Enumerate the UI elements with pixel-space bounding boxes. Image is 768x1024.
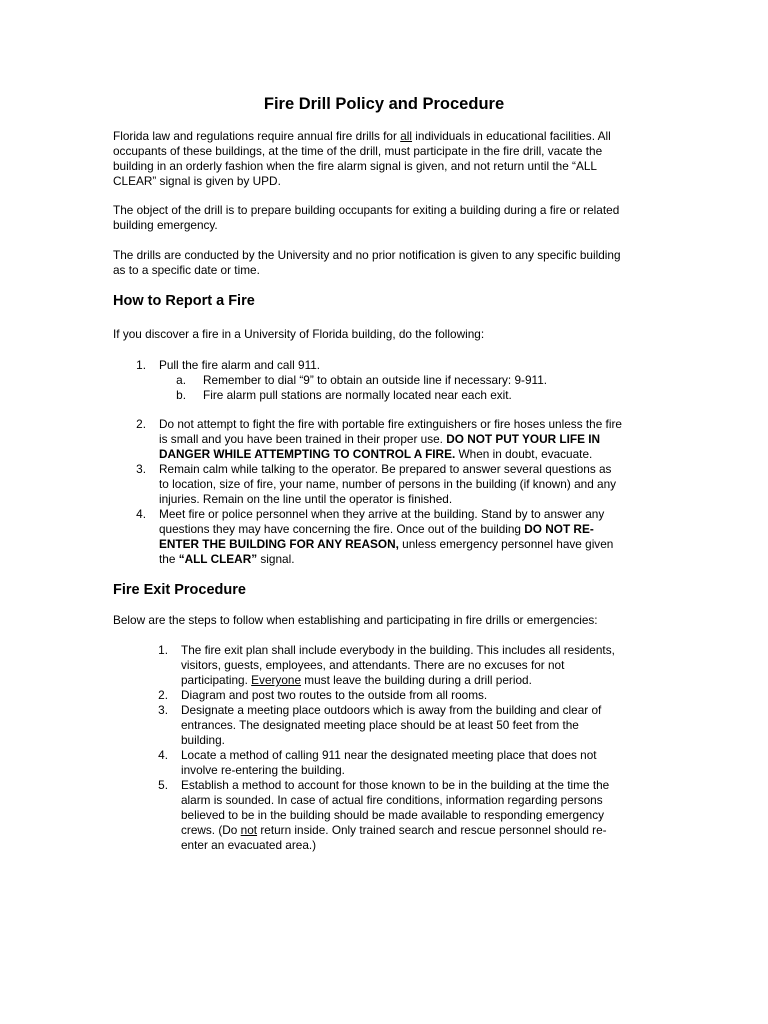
bold-warning: DO NOT RE- (524, 522, 594, 536)
list-item-line (181, 823, 609, 838)
underlined-text: not (240, 823, 258, 837)
text-run: individuals in educational facilities. All (412, 129, 611, 143)
list-item: Diagram and post two routes to the outside from all rooms. (181, 688, 488, 702)
list-item-line: entrances. The designated meeting place should be at least 50 feet from the (181, 718, 579, 732)
text-run: questions they may have concerning the fire. Once out of the building (159, 522, 525, 536)
list-item-line: injuries. Remain on the line until the operator is finished. (159, 492, 453, 506)
list-item-line: Meet fire or police personnel when they arrive at the building. Stand by to answer any (159, 507, 605, 521)
list-item-line: building. (181, 733, 225, 747)
page-title: Fire Drill Policy and Procedure (263, 95, 505, 113)
list-item-line: The fire exit plan shall include everybody in the building. This includes all residents, (181, 643, 615, 657)
list-item-line: involve re-entering the building. (181, 763, 345, 777)
list-item-line: alarm is sounded. In case of actual fire conditions, information regarding persons (181, 793, 603, 807)
list-item-line: enter an evacuated area.) (181, 838, 317, 852)
list-number: 4. (158, 748, 168, 762)
list-item-line: Locate a method of calling 911 near the designated meeting place that does not (181, 748, 597, 762)
sublist-letter: a. (176, 373, 186, 387)
report-fire-heading: How to Report a Fire (113, 293, 255, 309)
text-run: must leave the building during a drill period. (301, 673, 532, 687)
list-item-line: to location, size of fire, your name, number of persons in the building (if known) and any (159, 477, 617, 491)
sublist-letter: b. (176, 388, 186, 402)
bold-warning: ENTER THE BUILDING FOR ANY REASON, (159, 537, 399, 551)
drills-line: as to a specific date or time. (113, 263, 260, 277)
objective-line: The object of the drill is to prepare building occupants for exiting a building during a fire or related (113, 203, 620, 217)
list-item-line: Establish a method to account for those known to be in the building at the time the (181, 778, 610, 792)
drills-line: The drills are conducted by the University and no prior notification is given to any specific building (113, 248, 621, 262)
list-item (181, 643, 615, 688)
fire-exit-heading: Fire Exit Procedure (113, 582, 246, 598)
text-run: return inside. Only trained search and rescue personnel should re- (257, 823, 607, 837)
list-item (181, 778, 609, 853)
exit-lead: Below are the steps to follow when establishing and participating in fire drills or emergencies: (113, 613, 598, 627)
bold-warning: “ALL CLEAR” (178, 552, 258, 566)
list-item-line: believed to be in the building should be made available to responding emergency (181, 808, 605, 822)
underlined-text: all (400, 129, 413, 143)
list-number: 3. (158, 703, 168, 717)
list-item (181, 748, 597, 778)
intro-line: building in an orderly fashion when the fire alarm signal is given, and not return until the “ALL (113, 159, 597, 173)
text-run: crews. (Do (181, 823, 241, 837)
list-number: 3. (136, 462, 146, 476)
bold-warning: DO NOT PUT YOUR LIFE IN (446, 432, 601, 446)
intro-line: CLEAR” signal is given by UPD. (113, 174, 281, 188)
list-number: 1. (136, 358, 146, 372)
list-number: 4. (136, 507, 146, 521)
list-number: 5. (158, 778, 168, 792)
list-item-line: Designate a meeting place outdoors which is away from the building and clear of (181, 703, 602, 717)
report-lead: If you discover a fire in a University of Florida building, do the following: (113, 327, 485, 341)
list-number: 2. (158, 688, 168, 702)
objective-line: building emergency. (113, 218, 218, 232)
sublist-item: Fire alarm pull stations are normally located near each exit. (203, 388, 512, 402)
text-run: participating. (181, 673, 252, 687)
list-number: 1. (158, 643, 168, 657)
sublist-item: Remember to dial “9” to obtain an outside line if necessary: 9-911. (203, 373, 548, 387)
text-run: Florida law and regulations require annual fire drills for (113, 129, 401, 143)
text-run: unless emergency personnel have given (398, 537, 614, 551)
underlined-text: Everyone (251, 673, 302, 687)
list-item-line: Remain calm while talking to the operator. Be prepared to answer several questions as (159, 462, 612, 476)
list-item (181, 703, 601, 748)
text-run: is small and you have been trained in their proper use. (159, 432, 447, 446)
text-run: signal. (257, 552, 295, 566)
list-item: Pull the fire alarm and call 911. (159, 358, 321, 372)
bold-warning: DANGER WHILE ATTEMPTING TO CONTROL A FIRE. (159, 447, 456, 461)
text-run: the (159, 552, 179, 566)
list-item-line: Do not attempt to fight the fire with portable fire extinguishers or fire hoses unless the fire (159, 417, 622, 431)
list-item-line (181, 673, 615, 688)
list-item-line: visitors, guests, employees, and attendants. There are no excuses for not (181, 658, 565, 672)
text-run: When in doubt, evacuate. (455, 447, 593, 461)
list-number: 2. (136, 417, 146, 431)
intro-line: occupants of these buildings, at the time of the drill, must participate in the fire drill, vacate the (113, 144, 603, 158)
